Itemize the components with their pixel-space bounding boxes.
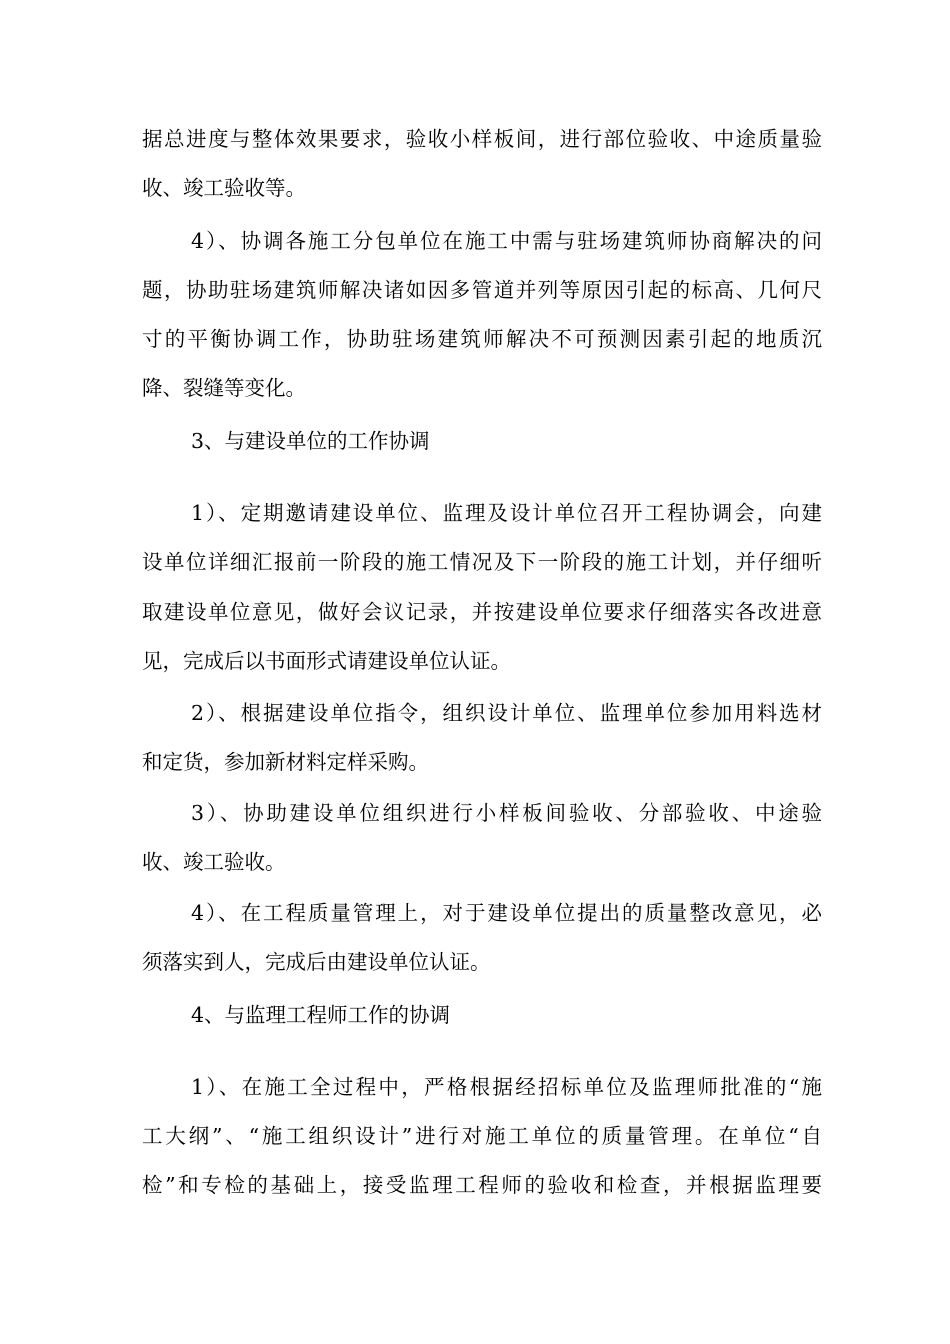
text-line: 须落实到人，完成后由建设单位认证。 [142, 950, 491, 974]
text-line: 工大纲”、“施工组织设计”进行对施工单位的质量管理。在单位“自 [142, 1124, 822, 1148]
section-heading: 4、与监理工程师工作的协调 [191, 1003, 451, 1027]
text-line: 取建设单位意见，做好会议记录，并按建设单位要求仔细落实各改进意 [142, 600, 822, 624]
text-line: 1）、定期邀请建设单位、监理及设计单位召开工程协调会，向建 [191, 501, 822, 525]
text-line: 设单位详细汇报前一阶段的施工情况及下一阶段的施工计划，并仔细听 [142, 550, 822, 574]
text-line: 2）、根据建设单位指令，组织设计单位、监理单位参加用料选材 [191, 701, 822, 725]
text-line: 收、竣工验收。 [142, 850, 286, 874]
text-line: 3）、协助建设单位组织进行小样板间验收、分部验收、中途验 [191, 801, 822, 825]
text-line: 1）、在施工全过程中，严格根据经招标单位及监理师批准的“施 [191, 1075, 822, 1099]
text-line: 收、竣工验收等。 [142, 176, 306, 200]
text-line: 降、裂缝等变化。 [142, 376, 306, 400]
section-heading: 3、与建设单位的工作协调 [191, 429, 430, 453]
text-line: 4）、协调各施工分包单位在施工中需与驻场建筑师协商解决的问 [191, 229, 822, 253]
text-line: 见，完成后以书面形式请建设单位认证。 [142, 649, 511, 673]
text-line: 据总进度与整体效果要求，验收小样板间，进行部位验收、中途质量验 [142, 127, 822, 151]
text-line: 4）、在工程质量管理上，对于建设单位提出的质量整改意见，必 [191, 901, 822, 925]
text-line: 检”和专检的基础上，接受监理工程师的验收和检查，并根据监理要 [142, 1173, 822, 1197]
text-line: 寸的平衡协调工作，协助驻场建筑师解决不可预测因素引起的地质沉 [142, 327, 822, 351]
text-line: 和定货，参加新材料定样采购。 [142, 750, 429, 774]
text-line: 题，协助驻场建筑师解决诸如因多管道并列等原因引起的标高、几何尺 [142, 278, 822, 302]
